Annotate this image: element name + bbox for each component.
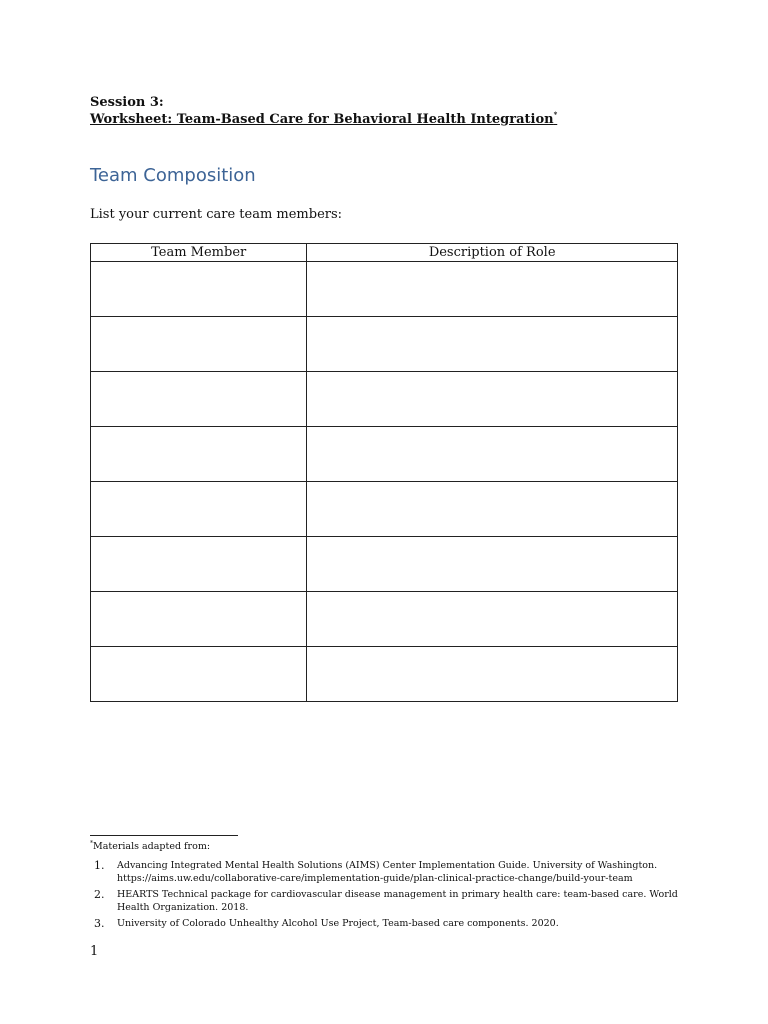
reference-number: 2.: [94, 888, 105, 901]
reference-text: University of Colorado Unhealthy Alcohol Use Project, Team-based care components. 2020.: [117, 918, 559, 929]
instruction-text: List your current care team members:: [90, 207, 343, 222]
team-table: [90, 243, 678, 702]
reference-text: Advancing Integrated Mental Health Solutions (AIMS) Center Implementation Guide. University of Washington. https://aims.uw.edu/collaborative-care/implementation-guide/plan-clinical-practice-change/build-your-team: [117, 860, 658, 884]
role-description-cell[interactable]: [307, 262, 678, 317]
table-header-row: [91, 244, 678, 262]
team-member-cell[interactable]: [91, 372, 307, 427]
role-description-cell[interactable]: [307, 482, 678, 537]
role-description-cell[interactable]: [307, 592, 678, 647]
reference-item: [90, 917, 690, 930]
table-row: [91, 262, 678, 317]
header-description-of-role: Description of Role: [307, 244, 678, 262]
table-row: [91, 482, 678, 537]
footnote-intro-marker: *: [90, 840, 93, 847]
team-member-cell[interactable]: [91, 317, 307, 372]
table-row: [91, 647, 678, 702]
table-row: [91, 427, 678, 482]
team-member-cell[interactable]: [91, 592, 307, 647]
reference-number: 3.: [94, 917, 105, 930]
reference-item: [90, 888, 690, 914]
role-description-cell[interactable]: [307, 427, 678, 482]
role-description-cell[interactable]: [307, 537, 678, 592]
footnote-intro-text: Materials adapted from:: [93, 841, 211, 852]
team-member-cell[interactable]: [91, 647, 307, 702]
worksheet-title: [90, 111, 557, 128]
footnote-marker: *: [553, 110, 558, 119]
page-number: 1: [90, 944, 99, 959]
team-member-cell[interactable]: [91, 427, 307, 482]
reference-number: 1.: [94, 859, 105, 872]
table-row: [91, 372, 678, 427]
team-member-cell[interactable]: [91, 482, 307, 537]
role-description-cell[interactable]: [307, 317, 678, 372]
table-row: [91, 592, 678, 647]
team-member-cell[interactable]: [91, 537, 307, 592]
role-description-cell[interactable]: [307, 647, 678, 702]
header-team-member: Team Member: [91, 244, 307, 262]
team-member-cell[interactable]: [91, 262, 307, 317]
reference-list: [90, 859, 690, 933]
worksheet-title-text: Worksheet: Team-Based Care for Behavioral Health Integration: [90, 112, 554, 127]
reference-text: HEARTS Technical package for cardiovascular disease management in primary health care: team-based care. World Health Organization. 2018.: [117, 889, 678, 913]
session-label: Session 3:: [90, 95, 164, 110]
reference-item: [90, 859, 690, 885]
footnote-divider: [90, 835, 238, 836]
role-description-cell[interactable]: [307, 372, 678, 427]
table-row: [91, 537, 678, 592]
footnote-intro: [90, 840, 210, 853]
table-row: [91, 317, 678, 372]
section-heading: Team Composition: [90, 165, 256, 186]
